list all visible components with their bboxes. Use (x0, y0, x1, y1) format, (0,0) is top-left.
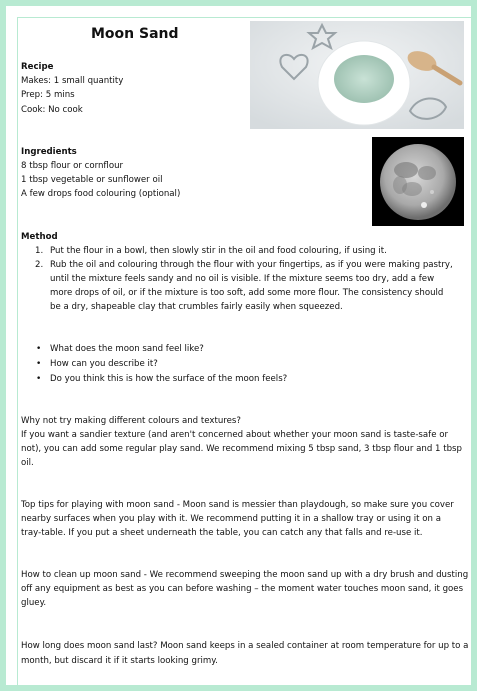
textures-line: Why not try making different colours and textures? (21, 416, 241, 426)
method-step-2-line: more drops of oil, or if the mixture is too soft, add some more flour. The consistency should (50, 288, 444, 298)
textures-line: oil. (21, 458, 34, 468)
ingredient-item: 8 tbsp flour or cornflour (21, 161, 124, 171)
full-moon-photo (372, 137, 464, 226)
page-title: Moon Sand (91, 26, 179, 42)
bullet-icon: • (36, 359, 42, 369)
method-step-2-line: Rub the oil and colouring through the flour with your fingertips, as if you were making pastry, (50, 260, 453, 270)
textures-line: If you want a sandier texture (and aren't concerned about whether your moon sand is taste-safe or (21, 430, 449, 440)
cleanup-line: gluey. (21, 598, 47, 608)
recipe-makes: Makes: 1 small quantity (21, 76, 124, 86)
bullet-icon: • (36, 374, 42, 384)
tips-line: nearby surfaces when you play with it. We recommend putting it in a shallow tray or using it on a (21, 514, 441, 524)
tips-line: tray-table. If you put a sheet underneath the table, you can catch any that falls and re-use it. (21, 528, 423, 538)
method-step-2-line: be a dry, shapeable clay that crumbles fairly easily when squeezed. (50, 302, 343, 312)
ingredient-item: A few drops food colouring (optional) (21, 189, 181, 199)
bullet-icon: • (36, 344, 42, 354)
method-heading: Method (21, 232, 58, 242)
storage-line: How long does moon sand last? Moon sand keeps in a sealed container at room temperature for up to a (21, 641, 469, 651)
step-number: 2. (35, 260, 44, 270)
storage-line: month, but discard it if it starts looking grimy. (21, 656, 218, 666)
cleanup-line: off any equipment as best as you can before washing – the moment water touches moon sand, it goes (21, 584, 464, 594)
method-step-2-line: until the mixture feels sandy and no oil is visible. If the mixture seems too dry, add a few (50, 274, 435, 284)
ingredients-heading: Ingredients (21, 147, 77, 157)
moon-sand-bowl-photo (250, 21, 464, 129)
recipe-heading: Recipe (21, 62, 54, 72)
step-number: 1. (35, 246, 44, 256)
recipe-cook: Cook: No cook (21, 105, 83, 115)
cleanup-line: How to clean up moon sand - We recommend sweeping the moon sand up with a dry brush and dusting (21, 570, 469, 580)
tips-line: Top tips for playing with moon sand - Moon sand is messier than playdough, so make sure you cover (21, 500, 454, 510)
question-item: What does the moon sand feel like? (50, 344, 204, 354)
recipe-prep: Prep: 5 mins (21, 90, 75, 100)
method-step-1: Put the flour in a bowl, then slowly stir in the oil and food colouring, if using it. (50, 246, 387, 256)
question-item: How can you describe it? (50, 359, 158, 369)
question-item: Do you think this is how the surface of the moon feels? (50, 374, 288, 384)
ingredient-item: 1 tbsp vegetable or sunflower oil (21, 175, 163, 185)
textures-line: not), you can add some regular play sand. We recommend mixing 5 tbsp sand, 3 tbsp flour and 1 tbsp (21, 444, 462, 454)
